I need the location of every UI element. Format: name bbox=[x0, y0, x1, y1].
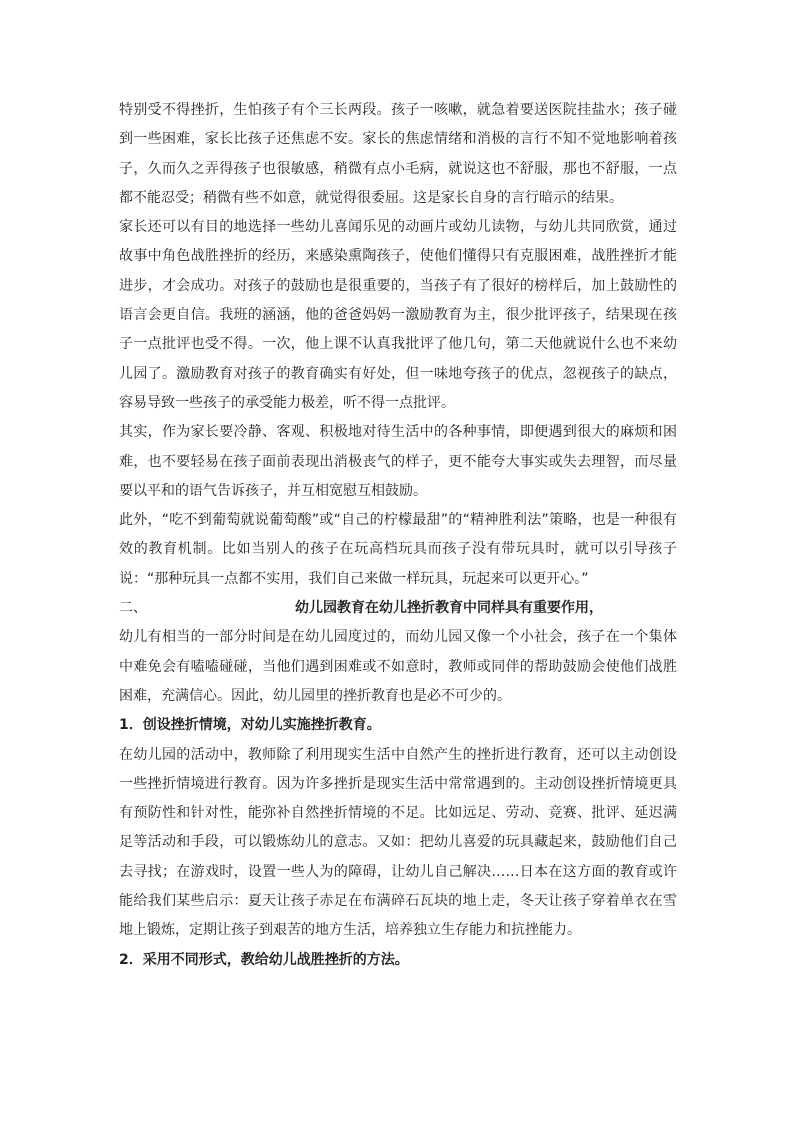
subheading-1: 1．创设挫折情境，对幼儿实施挫折教育。 bbox=[119, 717, 381, 734]
document-page bbox=[119, 96, 677, 975]
section-2-paragraph: 幼儿有相当的一部分时间是在幼儿园度过的，而幼儿园又像一个小社会，孩子在一个集体中难免会有嗑嗑碰碰，当他们遇到困难或不如意时，教师或同伴的帮助鼓励会使他们战胜困难，充满信心。因此，幼儿园里的挫折教育也是必不可少的。 bbox=[119, 629, 677, 704]
paragraph-1: 特别受不得挫折，生怕孩子有个三长两段。孩子一咳嗽，就急着要送医院挂盐水；孩子碰到一些困难，家长比孩子还焦虑不安。家长的焦虑情绪和消极的言行不知不觉地影响着孩子，久而久之弄得孩子也很敏感，稍微有点小毛病，就说这也不舒服，那也不舒服，一点都不能忍受；稍微有些不如意，就觉得很委屈。这是家长自身的言行暗示的结果。 bbox=[119, 102, 677, 206]
subheading-1-paragraph: 在幼儿园的活动中，教师除了利用现实生活中自然产生的挫折进行教育，还可以主动创设一些挫折情境进行教育。因为许多挫折是现实生活中常常遇到的。主动创设挫折情境更具有预防性和针对性，能弥补自然挫折情境的不足。比如远足、劳动、竞赛、批评、延迟满足等活动和手段，可以锻炼幼儿的意志。又如：把幼儿喜爱的玩具藏起来，鼓励他们自己去寻找；在游戏时，设置一些人为的障碍，让幼儿自己解决……日本在这方面的教育或许能给我们某些启示：夏天让孩子赤足在布满碎石瓦块的地上走，冬天让孩子穿着单衣在雪地上锻炼，定期让孩子到艰苦的地方生活，培养独立生存能力和抗挫能力。 bbox=[119, 746, 677, 939]
section-2-number: 二、 bbox=[119, 600, 147, 617]
subheading-2: 2．采用不同形式，教给幼儿战胜挫折的方法。 bbox=[119, 951, 409, 968]
section-2-heading bbox=[119, 594, 677, 623]
paragraph-4: 此外，“吃不到葡萄就说葡萄酸”或“自己的柠檬最甜”的“精神胜利法”策略，也是一种很有效的教育机制。比如当别人的孩子在玩高档玩具而孩子没有带玩具时，就可以引导孩子说：“那种玩具一点都不实用，我们自己来做一样玩具，玩起来可以更开心。” bbox=[119, 512, 677, 587]
section-2-title: 幼儿园教育在幼儿挫折教育中同样具有重要作用， bbox=[295, 600, 603, 617]
paragraph-3: 其实，作为家长要冷静、客观、积极地对待生活中的各种事情，即便遇到很大的麻烦和困难，也不要轻易在孩子面前表现出消极丧气的样子，更不能夸大事实或失去理智，而尽量要以平和的语气告诉孩子，并互相宽慰互相鼓励。 bbox=[119, 424, 677, 499]
paragraph-2: 家长还可以有目的地选择一些幼儿喜闻乐见的动画片或幼儿读物，与幼儿共同欣赏，通过故事中角色战胜挫折的经历，来感染熏陶孩子，使他们懂得只有克服困难，战胜挫折才能进步，才会成功。对孩子的鼓励也是很重要的，当孩子有了很好的榜样后，加上鼓励性的语言会更自信。我班的涵涵，他的爸爸妈妈一激励教育为主，很少批评孩子，结果现在孩子一点批评也受不得。一次，他上课不认真我批评了他几句，第二天他就说什么也不来幼儿园了。激励教育对孩子的教育确实有好处，但一味地夸孩子的优点，忽视孩子的缺点，容易导致一些孩子的承受能力极差，听不得一点批评。 bbox=[119, 219, 677, 411]
